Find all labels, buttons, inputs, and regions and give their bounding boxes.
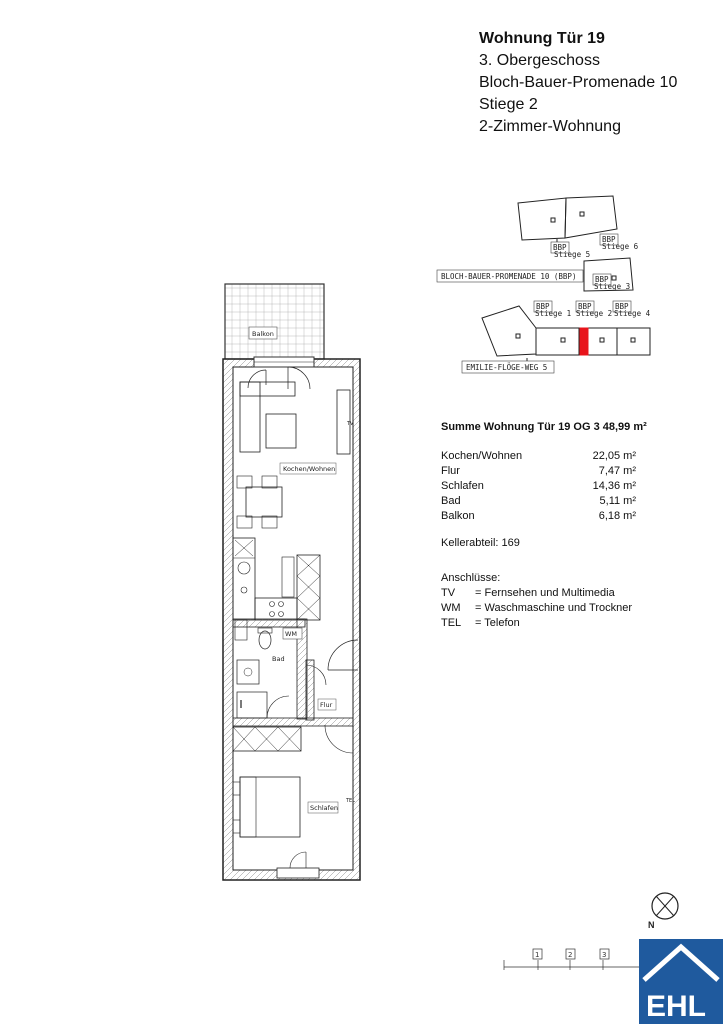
connection-desc: = Telefon bbox=[475, 617, 520, 629]
site-label-street2: EMILIE-FLÖGE-WEG 5 bbox=[466, 363, 548, 372]
room-name: Flur bbox=[441, 465, 460, 477]
room-area: 5,11 m² bbox=[599, 495, 636, 507]
room-area: 7,47 m² bbox=[598, 465, 636, 477]
room-name: Balkon bbox=[441, 510, 475, 522]
area-summary bbox=[441, 420, 647, 631]
site-label-bbp: BBP bbox=[553, 243, 567, 252]
balcony-area bbox=[225, 284, 324, 359]
tel-outlet-label: TEL bbox=[346, 798, 355, 804]
room-area: 22,05 m² bbox=[592, 450, 636, 462]
room-row bbox=[441, 464, 636, 479]
site-label-stiege6: Stiege 6 bbox=[602, 242, 639, 251]
room-row bbox=[441, 479, 636, 494]
connection-row bbox=[441, 616, 647, 631]
tv-outlet-label: TV bbox=[347, 421, 354, 427]
floor-label: 3. Obergeschoss bbox=[479, 52, 600, 69]
room-name: Kochen/Wohnen bbox=[441, 450, 523, 462]
scale-tick-1: 1 bbox=[535, 951, 540, 959]
room-label-balkon: Balkon bbox=[252, 330, 274, 338]
site-label-stiege5: Stiege 5 bbox=[554, 250, 591, 259]
building-block-b bbox=[565, 196, 617, 238]
building-block-d bbox=[482, 306, 536, 356]
connection-key: TEL bbox=[441, 617, 462, 629]
site-label-bbp: BBP bbox=[615, 302, 629, 311]
connection-desc: = Fernsehen und Multimedia bbox=[475, 587, 615, 599]
site-label-stiege1: Stiege 1 bbox=[535, 309, 572, 318]
site-label-stiege3: Stiege 3 bbox=[594, 282, 631, 291]
room-label-kochen-wohnen: Kochen/Wohnen bbox=[283, 465, 336, 473]
connections-title: Anschlüsse: bbox=[441, 572, 501, 584]
site-label-bbp: BBP bbox=[536, 302, 550, 311]
room-name: Bad bbox=[441, 495, 461, 507]
apartment-type: 2-Zimmer-Wohnung bbox=[479, 118, 621, 135]
north-compass bbox=[652, 893, 678, 919]
room-name: Schlafen bbox=[441, 480, 484, 492]
floorplan bbox=[223, 284, 360, 880]
room-label-bad: Bad bbox=[272, 655, 285, 663]
site-label-bbp: BBP bbox=[602, 235, 616, 244]
room-area: 6,18 m² bbox=[598, 510, 636, 522]
scale-tick-3: 3 bbox=[602, 951, 607, 959]
apartment-title: Wohnung Tür 19 bbox=[479, 30, 605, 47]
ehl-logo bbox=[639, 939, 723, 1024]
staircase-label: Stiege 2 bbox=[479, 96, 538, 113]
site-label-stiege2: Stiege 2 bbox=[576, 309, 613, 318]
room-area: 14,36 m² bbox=[592, 480, 636, 492]
connection-row bbox=[441, 586, 647, 601]
connection-key: TV bbox=[441, 587, 456, 599]
connection-key: WM bbox=[441, 602, 461, 614]
room-label-schlafen: Schlafen bbox=[310, 804, 339, 812]
connection-row bbox=[441, 601, 647, 616]
address-label: Bloch-Bauer-Promenade 10 bbox=[479, 74, 678, 91]
logo-text: EHL bbox=[646, 990, 706, 1023]
building-block-a bbox=[518, 198, 566, 240]
site-label-bbp: BBP bbox=[578, 302, 592, 311]
site-label-bbp: BBP bbox=[595, 275, 609, 284]
site-label-stiege4: Stiege 4 bbox=[614, 309, 651, 318]
highlighted-unit bbox=[580, 328, 588, 355]
site-label-street1: BLOCH-BAUER-PROMENADE 10 (BBP) bbox=[441, 272, 577, 281]
room-row bbox=[441, 494, 636, 509]
connection-desc: = Waschmaschine und Trockner bbox=[475, 602, 633, 614]
scale-tick-2: 2 bbox=[568, 951, 573, 959]
north-label: N bbox=[648, 920, 655, 930]
room-label-flur: Flur bbox=[320, 701, 333, 709]
room-row bbox=[441, 509, 636, 524]
wm-label: WM bbox=[285, 630, 298, 638]
storage-label: Kellerabteil: 169 bbox=[441, 537, 520, 549]
room-row bbox=[441, 449, 636, 464]
summary-title: Summe Wohnung Tür 19 OG 3 48,99 m² bbox=[441, 421, 647, 433]
